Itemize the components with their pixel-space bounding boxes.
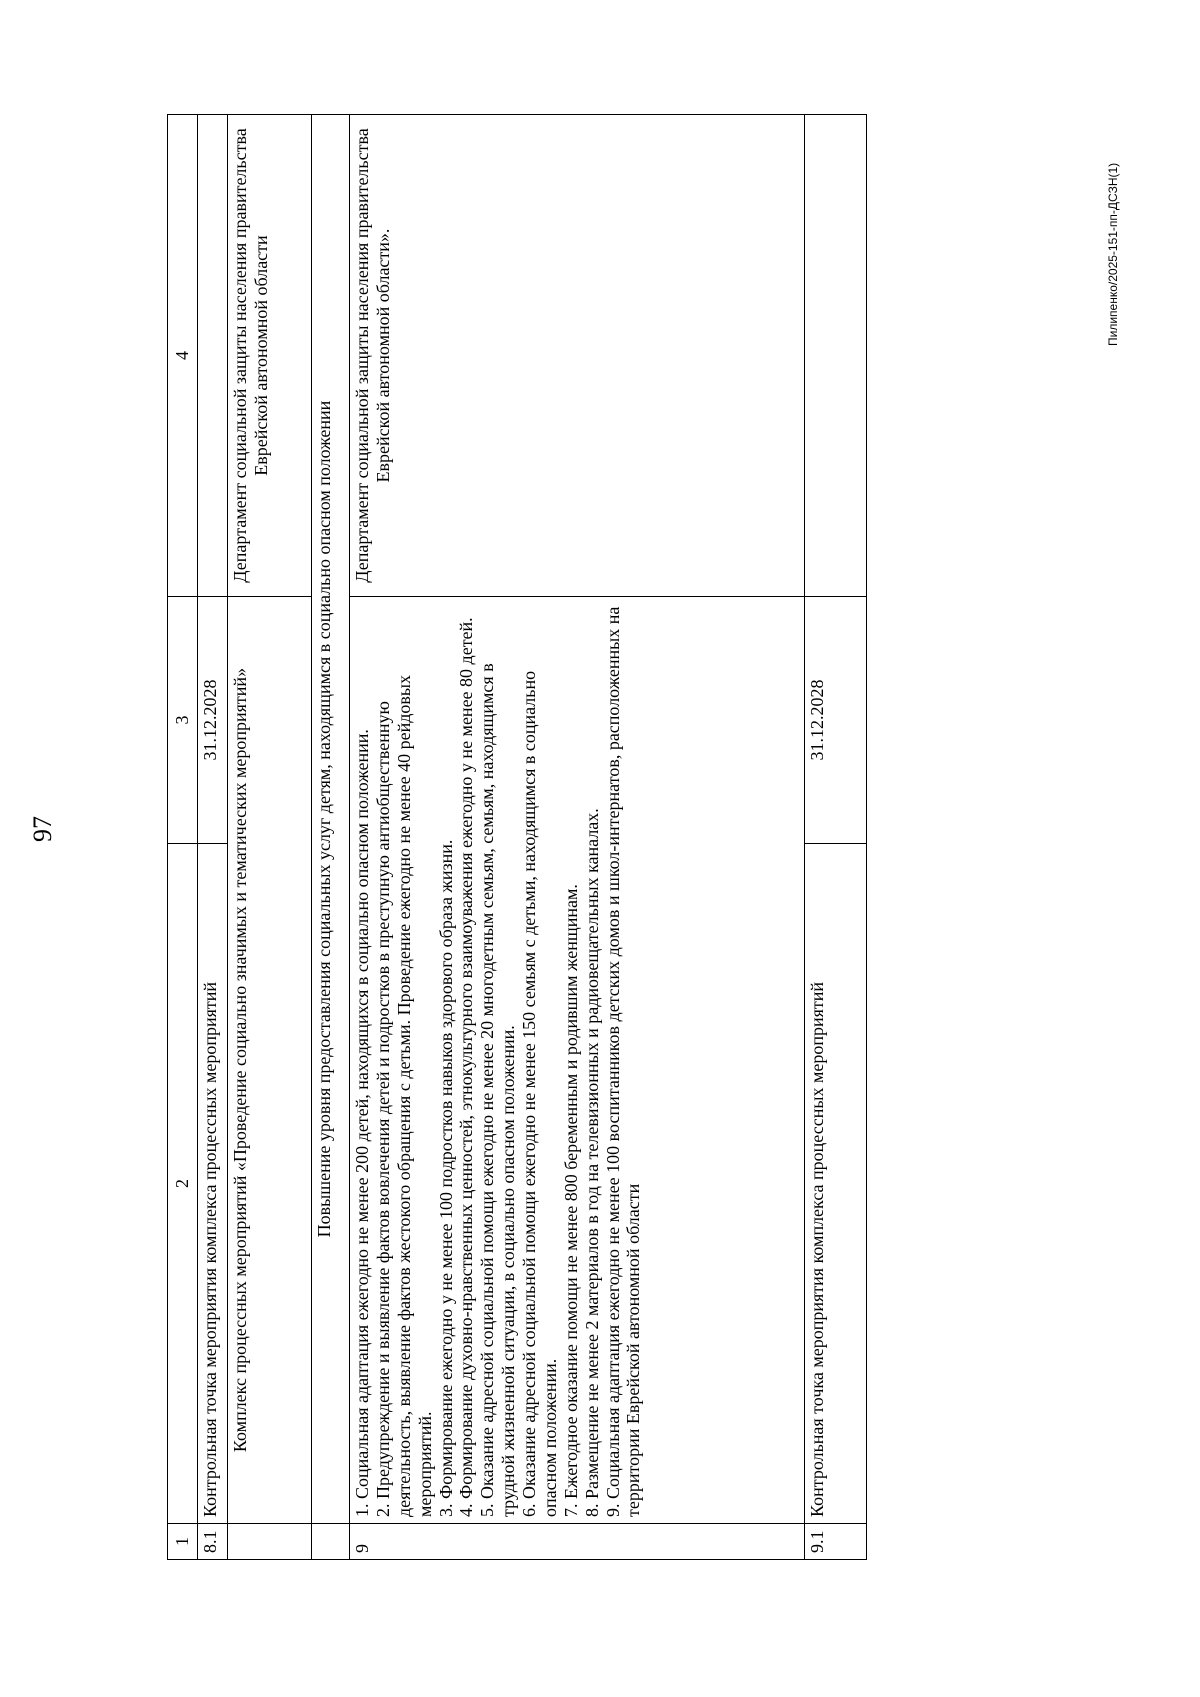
measure-name: Контрольная точка мероприятия комплекса процессных мероприятий bbox=[805, 844, 867, 1524]
task-item: 5. Оказание адресной социальной помощи ежегодно не менее 20 многодетным семьям, семьям, находящимся в трудной жизненной ситуации, в социально опасном положении. bbox=[477, 663, 519, 1517]
header-row bbox=[168, 115, 198, 1560]
header-cell-1: 1 bbox=[168, 1524, 198, 1560]
row-9-responsible: Департамент социальной защиты населения правительства Еврейской автономной области». bbox=[350, 115, 805, 597]
task-item: 1. Социальная адаптация ежегодно не менее 200 детей, находящихся в социально опасном положении. bbox=[352, 729, 372, 1517]
row-number: 8.1 bbox=[198, 1524, 228, 1560]
task-item: 6. Оказание адресной социальной помощи ежегодно не менее 150 семьям с детьми, находящимся в социально опасном положении. bbox=[519, 670, 560, 1517]
goal-row bbox=[312, 115, 350, 1560]
measures-table bbox=[167, 114, 867, 1560]
measures-table-frame bbox=[167, 115, 866, 1560]
measure-date: 31.12.2028 bbox=[198, 597, 228, 844]
complex-responsible: Департамент социальной защиты населения правительства Еврейской автономной области bbox=[228, 115, 312, 597]
task-item: 9. Социальная адаптация ежегодно не менее 100 воспитанников детских домов и школ-интернатов, расположенных на территории Еврейской автономной области bbox=[602, 606, 644, 1517]
task-item: 8. Размещение не менее 2 материалов в год на телевизионных и радиовещательных каналах. bbox=[581, 808, 602, 1517]
task-item: 7. Ежегодное оказание помощи не менее 800 беременным и родившим женщинам. bbox=[560, 884, 581, 1517]
row-number-empty bbox=[228, 1524, 312, 1560]
complex-title: Комплекс процессных мероприятий «Проведение социально значимых и тематических мероприятий» bbox=[228, 597, 312, 1524]
table-row-9 bbox=[350, 115, 805, 1560]
header-cell-2: 2 bbox=[168, 844, 198, 1524]
table-row-9-1 bbox=[805, 115, 867, 1560]
measure-responsible bbox=[198, 115, 228, 597]
task-item: 2. Предупреждение и выявление фактов вовлечения детей и подростков в преступную антиобщественную деятельность, выявление фактов жестокого обращения с детьми. Проведение ежегодно не менее 40 рейдовых мероприятий. bbox=[372, 675, 435, 1517]
task-list bbox=[350, 597, 805, 1524]
document-code: Пилипенко/2025-151-пп-ДСЗН(1) bbox=[1106, 162, 1120, 346]
row-number: 9 bbox=[350, 1524, 805, 1560]
task-item: 3. Формирование ежегодно у не менее 100 подростков навыков здорового образа жизни. bbox=[435, 839, 456, 1517]
row-number: 9.1 bbox=[805, 1524, 867, 1560]
measure-name: Контрольная точка мероприятия комплекса процессных мероприятий bbox=[198, 844, 228, 1524]
header-cell-4: 4 bbox=[168, 115, 198, 597]
task-item: 4. Формирование духовно-нравственных ценностей, этнокультурного взаимоуважения ежегодно у не менее 80 детей. bbox=[456, 617, 477, 1517]
header-cell-3: 3 bbox=[168, 597, 198, 844]
page-number: 97 bbox=[28, 816, 57, 842]
measure-date: 31.12.2028 bbox=[805, 597, 867, 844]
row-number-empty bbox=[312, 1524, 350, 1560]
goal-title: Повышение уровня предоставления социальных услуг детям, находящимся в социально опасном положении bbox=[312, 115, 350, 1524]
measure-responsible bbox=[805, 115, 867, 597]
complex-row bbox=[228, 115, 312, 1560]
table-row-8-1 bbox=[198, 115, 228, 1560]
